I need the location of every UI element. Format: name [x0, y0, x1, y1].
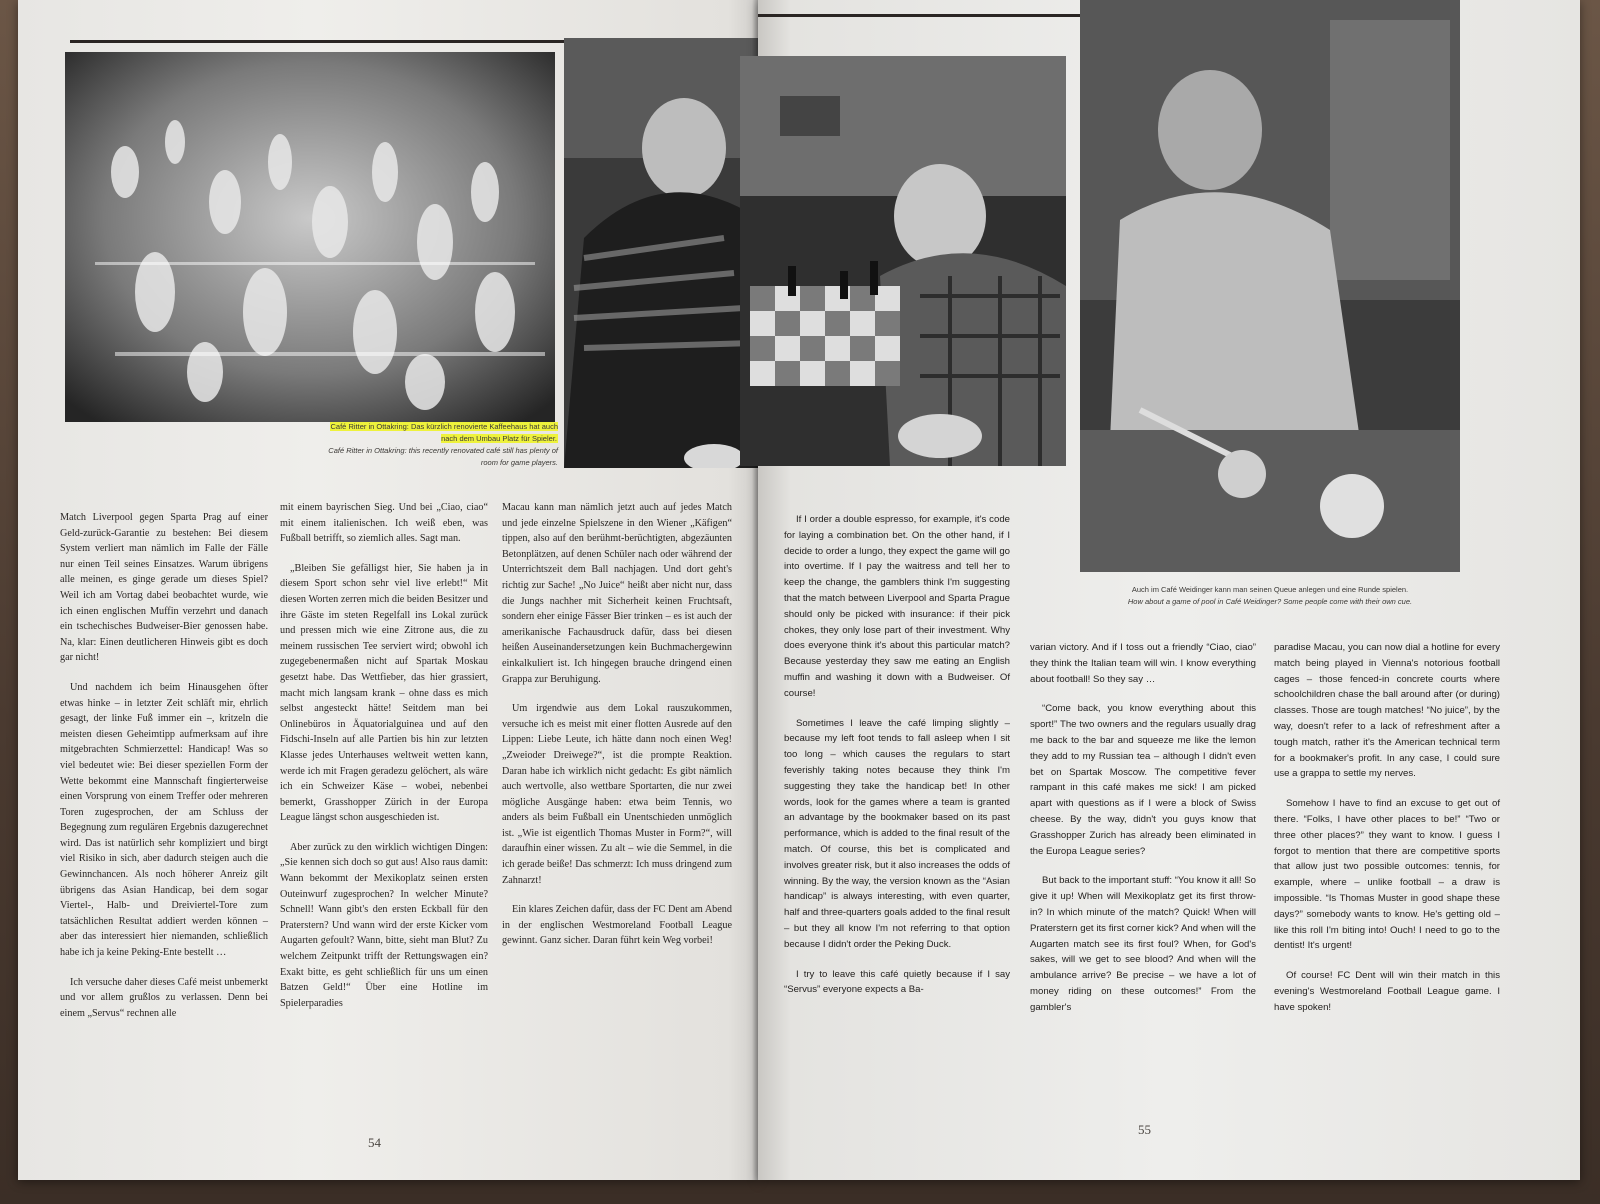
- text-column-1: [60, 510, 268, 1035]
- top-rule: [70, 40, 575, 43]
- paragraph: mit einem bayrischen Sieg. Und bei „Ciao, ciao“ mit einem italienischen. Ich weiß eben, was Fußball betrifft, so ziemlich alles. Sagt man.: [280, 502, 488, 545]
- page-number: 54: [368, 1135, 381, 1150]
- text-column-2: [280, 500, 488, 1025]
- photo-caption: [318, 421, 558, 469]
- paragraph: I try to leave this café quietly because if I say “Servus” everyone expects a Ba-: [784, 968, 1010, 996]
- text-column-2: [1030, 640, 1256, 1030]
- paragraph: Und nachdem ich beim Hinausgehen öfter etwas hinke – in letzter Zeit schläft mir, ehrlich gesagt, der linke Fuß immer ein –, kritzeln die meisten diesen Geheimtipp aufmerksam auf ihre mitgebrachten Schmierzettel: Handicap! Was so viel bedeutet wie: Bei dieser speziellen Form der Wette bekommt eine Mannschaft fingierterweise einen Vorsprung von einem Treffer oder mehreren Toren zugesprochen, der am Schluss der Begegnung zum regulären Ergebnis dazugerechnet wird. Das ist natürlich sehr kompliziert und birgt viel Risiko in sich, aber dadurch steigen auch die Gewinnchancen. Als noch höherer Anreiz gilt übrigens das Asian Handicap, bei dem sogar Viertel-, Halb- und Dreiviertel-Tore zum tatsächlichen Resultat addiert werden können – aber das interessiert hier niemanden, schließlich habe ich ja keine Peking-Ente bestellt …: [60, 681, 268, 959]
- paragraph: „Bleiben Sie gefälligst hier, Sie haben ja in diesem Sport schon sehr viel live erlebt!“ Mit diesen Worten zerren mich die beiden Besitzer und ihre Gäste im steten Regelfall ins Lokal zurück und pressen mich wie eine Zitrone aus, die zu meinem russischen Tee serviert wird; obwohl ich zugegebenermaßen nicht auf Spartak Moskau gesetzt habe. Das Wettfieber, das hier grassiert, macht mich langsam krank – ohne dass es mich selbst angesteckt hätte! Seitdem man bei Onlinebüros in Äquatorialguinea und auf den Fidschi-Inseln auf alle Partien bis hin zur letzten Klasse jedes Unterhauses weltweit wetten kann, werde ich mit Fragen geradezu gelöchert, als wäre ich ein Schweizer Käse – wobei, nebenbei bemerkt, Grasshopper Zürich in der Europa League längst schon ausgeschieden ist.: [280, 562, 488, 824]
- caption-english: How about a game of pool in Café Weidinger? Some people come with their own cue.: [1127, 597, 1413, 606]
- paragraph: varian victory. And if I toss out a friendly “Ciao, ciao” they think the Italian team will win. I know everything about football! So they say …: [1030, 642, 1256, 685]
- caption-german: Auch im Café Weidinger kann man seinen Queue anlegen und eine Runde spielen.: [1131, 585, 1409, 594]
- top-rule: [758, 14, 1080, 17]
- text-column-3: [502, 500, 732, 963]
- paragraph: If I order a double espresso, for example, it's code for laying a combination bet. On the other hand, if I decide to order a lungo, they expect the game will go into overtime. If I pay the waitress and tell her to keep the change, the gamblers think I'm suggesting that the match between Liverpool and Sparta Prague should only be picked with insurance: if their pick chokes, they only lose part of their investment. Why does everyone think it's about this particular match? Because yesterday they saw me eating an English muffin and washing it down with a Budweiser. Of course!: [784, 514, 1010, 699]
- page-number: 55: [1138, 1122, 1151, 1137]
- left-page: [18, 0, 758, 1180]
- paragraph: Aber zurück zu den wirklich wichtigen Dingen: „Sie kennen sich doch so gut aus! Also raus damit: Wann bekommt der Mexikoplatz seinen ersten Outeinwurf zugesprochen? In welcher Minute? Schnell! Wann gibt's den ersten Eckball für den Praterstern? Und wann wird der erste Kicker vom Augarten gefoult? Wann, bitte, sieht man Blut? Zu welchem Zeitpunkt trifft der Rettungswagen ein? Exakt bitte, es geht schließlich für uns um einen Batzen Geld!“ Über eine Hotline im Spielerparadies: [280, 841, 488, 1009]
- elderly-man-chessboard-photo: [740, 56, 1066, 466]
- paragraph: “Come back, you know everything about this sport!” The two owners and the regulars usually drag me back to the bar and squeeze me like the lemon they add to my Russian tea – although I didn't even bet on Spartak Moscow. The competitive fever rampant in this café makes me sick! I am picked apart with questions as if I were a block of Swiss cheese. By the way, didn't you guys know that Grasshopper Zurich has already been eliminated in the Europa League series?: [1030, 703, 1256, 857]
- caption-german: Café Ritter in Ottakring: Das kürzlich renovierte Kaffeehaus hat auch nach dem Umbau Platz für Spieler.: [330, 422, 558, 443]
- paragraph: Um irgendwie aus dem Lokal rauszukommen, versuche ich es meist mit einer flotten Ausrede auf den Lippen: Liebe Leute, ich hätte dann noch einen Weg! „Zweioder Dreiwege?“, ist die prompte Reaktion. Daran habe ich wirklich nicht gedacht: Es gibt nämlich auch wertvolle, also wettbare Sportarten, die nur zwei mögliche Ausgänge haben: etwa beim Tennis, wo anders als beim Fußball ein Unentschieden unmöglich ist. „Wie ist eigentlich Thomas Muster in Form?“, will daraufhin einer wissen. Zu alt – wie die Semmel, in die ich gerade beiße! Das schmerzt: Ich muss dringend zum Zahnarzt!: [502, 703, 732, 886]
- text-column-1: [784, 512, 1010, 1012]
- caption-english: Café Ritter in Ottakring: this recently renovated café still has plenty of room for game players.: [328, 446, 558, 467]
- paragraph: Of course! FC Dent will win their match in this evening's Westmoreland Football League game. I have spoken!: [1274, 970, 1500, 1013]
- chess-pieces-photo: [65, 52, 555, 422]
- paragraph: But back to the important stuff: “You know it all! So give it up! When will Mexikoplatz get its first throw-in? In which minute of the match? Quick! When will Praterstern get its first corner kick? And when will the Augarten match see its first foul? When, for God's sakes, will we get to see blood? And when will the ambulance arrive? Be precise – we have a lot of money riding on these outcomes!” From the gambler's: [1030, 875, 1256, 1013]
- paragraph: Ein klares Zeichen dafür, dass der FC Dent am Abend in der englischen Westmoreland Football League gewinnt. Ganz sicher. Daran führt kein Weg vorbei!: [502, 904, 732, 947]
- paragraph: Ich versuche daher dieses Café meist unbemerkt und vor allem grußlos zu verlassen. Denn bei einem „Servus“ rechnen alle: [60, 976, 268, 1019]
- paragraph: Match Liverpool gegen Sparta Prag auf einer Geld-zurück-Garantie zu bestehen: Bei diesem System verliert man nämlich im Falle der Fälle nur einen Teil seines Einsatzes. Warum übrigens alle meinen, es ginge gerade um dieses Spiel? Weil ich am Vortag dabei beobachtet wurde, wie ich einen englischen Muffin verzehrt und danach ein tschechisches Budweiser-Bier genossen habe. Na, klar: Einen deutlicheren Hinweis gibt es doch gar nicht!: [60, 512, 268, 664]
- text-column-3: [1274, 640, 1500, 1030]
- woman-playing-pool-photo: [1080, 0, 1460, 572]
- right-page: [758, 0, 1580, 1180]
- paragraph: Sometimes I leave the café limping slightly – because my left foot tends to fall asleep when I sit too long – which causes the regulars to start feverishly taking notes because they think I'm suggesting they take the handicap bet! In other words, look for the games where a team is granted an advantage by the bookmaker based on its past performance, which is added to the final result of the match. Of course, this bet is complicated and involves greater risk, but it also increases the odds of winning. By the way, the version known as the “Asian handicap” is always interesting, with even quarter, half and three-quarters goals added to the final result – but they all know I'm not referring to that option because I didn't order the Peking Duck.: [784, 717, 1010, 950]
- photo-caption: [1080, 584, 1460, 608]
- paragraph: Somehow I have to find an excuse to get out of there. “Folks, I have other places to be!” “Two or three other places?” they want to know. I guess I forgot to mention that there are competitive sports that allow just two possible outcomes: tennis, for example, where – unlike football – a draw is impossible. “Is Thomas Muster in good shape these days?” somebody wants to know. He's getting old – like this roll I'm biting into! Ouch! I need to go to the dentist! It's urgent!: [1274, 798, 1500, 952]
- elderly-man-playing-chess-photo: [564, 38, 758, 468]
- paragraph: paradise Macau, you can now dial a hotline for every match being played in Vienna's notorious football cages – those fenced-in concrete courts where schoolchildren chase the ball around after (or during) classes. Those are tough matches! “No juice”, by the way, doesn't refer to a lack of refreshment after a tough match, rather it's the American technical term for a bookmaker's profit. In any case, I could sure use a grappa to settle my nerves.: [1274, 642, 1500, 780]
- paragraph: Macau kann man nämlich jetzt auch auf jedes Match und jede einzelne Spielszene in den Wiener „Käfigen“ tippen, also auf den berühmt-berüchtigten, abgezäunten Betonplätzen, auf denen Schüler nach oder während der Unterrichtszeit dem Ball nachjagen. Und dort geht's richtig zur Sache! „No Juice“ heißt aber nicht nur, dass die Jungs nachher mit Sicherheit keinen Fruchtsaft, sondern eher einige Fässer Bier trinken – es ist auch der amerikanische Fachausdruck dafür, dass bei diesen heißen Auseinandersetzungen kein Buchmachergewinn einkalkuliert ist. Ich hingegen brauche dringend einen Grappa zur Beruhigung.: [502, 502, 732, 685]
